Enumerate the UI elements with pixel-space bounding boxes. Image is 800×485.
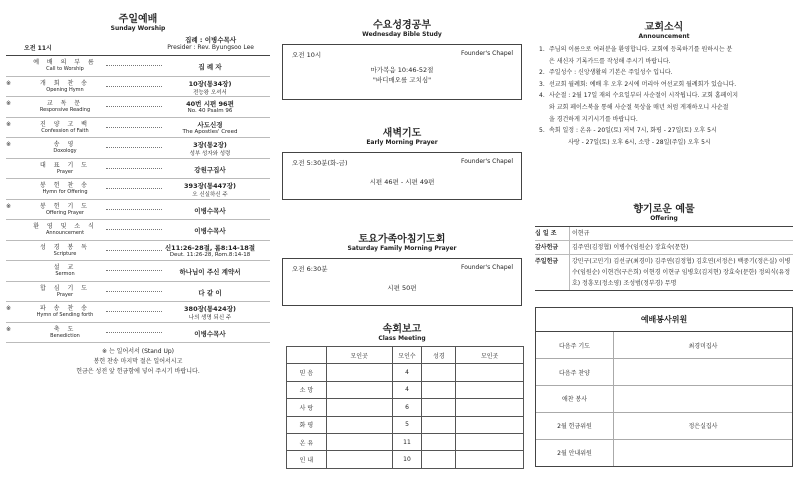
order-item-detail: [158, 99, 262, 114]
order-item-name: 봉 헌 기 도: [40, 202, 90, 210]
dawn-place: Founder's Chapel: [461, 158, 513, 165]
announcement-line: 사순절 : 2월 17일 재의 수요일부터 사순절이 시작됩니다. 교회 홈페이지: [549, 92, 739, 100]
offering-row: [535, 255, 793, 290]
detail-secondary: 오 신실하신 주: [192, 192, 228, 198]
table-cell: [422, 451, 456, 468]
table-cell: [456, 416, 524, 433]
offering-label: 십 일 조: [535, 230, 557, 238]
table-cell: [326, 416, 392, 433]
middle-column: [278, 0, 526, 469]
column-header: [287, 347, 327, 364]
worship-notes: [6, 347, 270, 377]
dotted-leader: [106, 250, 162, 251]
table-cell: [456, 433, 524, 450]
wednesday-place: Founder's Chapel: [461, 50, 513, 57]
item-number: 5.: [539, 127, 545, 135]
wednesday-box: [282, 44, 522, 100]
service-role: 다음주 기도: [559, 342, 590, 350]
class-meeting-subtitle: Class Meeting: [378, 335, 426, 342]
order-item-english: Responsive Reading: [39, 107, 91, 113]
announcement-item: [539, 67, 793, 79]
worship-order-row: [6, 159, 270, 180]
column-header: 모인수: [392, 347, 422, 364]
table-cell: 사 랑: [287, 399, 327, 416]
announcement-list: [535, 44, 793, 148]
worship-order-row: [6, 97, 270, 118]
order-item-english: Hymn of Sending forth: [36, 312, 94, 318]
detail-primary: 393장(통447장): [184, 182, 236, 190]
service-role: 2월 안내위원: [557, 450, 592, 458]
order-item-english: Benediction: [50, 332, 80, 339]
order-item-detail: [158, 120, 262, 135]
service-committee-box: [535, 307, 793, 467]
saturday-reading: 시편 50편: [387, 284, 417, 292]
service-title: 예배봉사위원: [536, 308, 792, 332]
detail-primary: 강원구집사: [194, 165, 226, 174]
worship-time: 오전 11시: [24, 45, 52, 52]
worship-order-row: [6, 282, 270, 303]
order-item-name: 송 영: [53, 141, 77, 148]
wednesday-topic: "바디매오를 고치심": [372, 76, 432, 84]
service-row: [536, 413, 792, 440]
offering-label: 감사헌금: [535, 244, 559, 252]
table-cell: [456, 381, 524, 398]
column-header: 성경: [422, 347, 456, 364]
order-item-english: Call to Worship: [46, 66, 84, 72]
order-item-name: 축 도: [53, 325, 77, 333]
offering-row: [535, 241, 793, 255]
detail-primary: 40번 시편 96편: [186, 100, 234, 108]
dawn-subtitle: Early Morning Prayer: [366, 139, 438, 146]
dotted-leader: [106, 291, 162, 292]
announcement-item: [539, 90, 793, 125]
table-cell: [326, 381, 392, 398]
order-item-detail: [158, 79, 262, 96]
worship-order-row: [6, 302, 270, 323]
saturday-time: 오전 6:30분: [292, 265, 328, 273]
offering-row: [535, 227, 793, 241]
table-cell: 믿 음: [287, 364, 327, 381]
detail-secondary: 나의 생명 되신 주: [188, 315, 232, 321]
stand-mark: ※: [6, 79, 12, 87]
order-item-detail: [158, 267, 262, 276]
table-cell: [422, 364, 456, 381]
dawn-box: [282, 152, 522, 200]
table-row: [287, 364, 524, 381]
sunday-worship-section: [6, 0, 270, 377]
detail-secondary: 성부 성자와 성령: [189, 151, 231, 157]
service-person: 정은실집사: [613, 413, 792, 439]
worship-order-row: [6, 220, 270, 241]
offering-names: 강민구(고민기) 김선규(최경미) 김주연(김정협) 김호연(서정은) 백중기(정은실) 이병수(임원순) 이현건(구은희) 이현경 이현규 임병호(김지현) 장효숙(문한) 정의식(유정호) 정흥모(정소영) 조성범(정부경) 무명: [569, 255, 793, 290]
order-item-detail: [158, 288, 262, 297]
order-item-english: Doxology: [53, 148, 77, 154]
dawn-reading: 시편 46편 - 시편 49편: [369, 178, 435, 186]
announcement-line: 선교회 월례회: 예배 후 오후 2시에 머리아 여선교회 월례회가 있습니다.: [549, 80, 737, 88]
wednesday-time: 오전 10시: [292, 51, 322, 59]
dotted-leader: [106, 209, 162, 210]
table-cell: [456, 364, 524, 381]
service-rows: [536, 332, 792, 466]
service-role: 애찬 봉사: [561, 396, 588, 404]
item-number: 1.: [539, 46, 545, 53]
wednesday-title: 수요성경공부: [373, 20, 431, 31]
order-item-english: Confession of Faith: [41, 127, 89, 134]
offering-title: 향기로운 예물: [633, 204, 695, 216]
detail-primary: 사도신경: [197, 120, 223, 129]
worship-order-row: [6, 261, 270, 282]
announcement-line: 와 교회 페이스북을 통해 사순절 묵상을 매년 처럼 게재하오니 사순절: [549, 103, 729, 111]
table-cell: 5: [392, 416, 422, 433]
service-role: 다음주 찬양: [559, 369, 590, 377]
announcement-subtitle: Announcement: [638, 33, 690, 40]
table-cell: [326, 433, 392, 450]
table-cell: [326, 451, 392, 468]
service-row: [536, 332, 792, 359]
table-cell: [456, 399, 524, 416]
service-row: [536, 386, 792, 413]
detail-primary: 3장(통2장): [193, 141, 227, 149]
service-person: [613, 386, 792, 412]
column-header: 모인곳: [456, 347, 524, 364]
worship-order-row: [6, 179, 270, 200]
service-role: 2월 헌금위원: [557, 423, 592, 431]
table-cell: [422, 399, 456, 416]
table-cell: [326, 364, 392, 381]
saturday-box: [282, 258, 522, 306]
leader-ko: 집례 : 이병수목사: [185, 36, 237, 44]
order-item-name: 설 교: [53, 264, 77, 271]
dotted-leader: [106, 106, 162, 107]
dotted-leader: [106, 168, 162, 169]
table-cell: [422, 381, 456, 398]
table-row: [287, 399, 524, 416]
announcement-line: 주님의 이름으로 여러분을 환영합니다. 교회에 등록하기를 원하시는 분: [549, 46, 733, 53]
table-cell: 11: [392, 433, 422, 450]
stand-note: ※ 는 일어서서 (Stand Up): [102, 348, 174, 355]
dotted-leader: [106, 188, 162, 189]
service-row: [536, 440, 792, 467]
order-item-english: Sermon: [55, 271, 75, 277]
wednesday-subtitle: Wednesday Bible Study: [362, 31, 442, 38]
worship-subtitle: Sunday Worship: [110, 25, 166, 32]
offering-note-1: 봉헌 찬송 마지막 절은 일어서시고: [93, 358, 183, 365]
dotted-leader: [106, 147, 162, 148]
detail-primary: 380장(통424장): [184, 305, 236, 313]
order-item-english: Offering Prayer: [46, 209, 84, 216]
table-cell: [422, 433, 456, 450]
order-item-detail: [158, 206, 262, 215]
announcement-item: [539, 44, 793, 67]
detail-secondary: Deut. 11:26-28, Rom.8:14-18: [169, 251, 251, 258]
dotted-leader: [106, 270, 162, 271]
dotted-leader: [106, 332, 162, 333]
dotted-leader: [106, 229, 162, 230]
item-number: 2.: [539, 69, 545, 77]
order-item-detail: [158, 329, 262, 338]
announcement-item: [539, 79, 793, 91]
order-item-detail: [158, 140, 262, 157]
table-cell: 온 유: [287, 433, 327, 450]
worship-order-row: [6, 323, 270, 344]
order-item-name: 환 영 및 소 식: [33, 223, 97, 230]
announcement-title: 교회소식: [644, 22, 684, 33]
saturday-title: 토요가족아침기도회: [358, 234, 446, 245]
dotted-leader: [106, 86, 162, 87]
saturday-place: Founder's Chapel: [461, 264, 513, 271]
detail-secondary: No. 40 Psalm 96: [187, 108, 233, 114]
order-item-english: Hymn for Offering: [42, 189, 88, 195]
order-item-name: 합 심 기 도: [40, 284, 90, 292]
order-item-name: 예 배 의 부 름: [33, 59, 97, 66]
offering-note-2: 헌금은 성전 앞 헌금함에 넣어 주시기 바랍니다.: [76, 368, 200, 375]
right-column: [535, 0, 793, 467]
worship-order-list: [6, 55, 270, 343]
stand-mark: ※: [6, 202, 12, 210]
offering-subtitle: Offering: [650, 215, 678, 223]
table-cell: 4: [392, 364, 422, 381]
table-row: [287, 381, 524, 398]
order-item-name: 교 독 문: [46, 100, 84, 107]
order-item-english: Opening Hymn: [46, 86, 84, 93]
order-item-detail: [158, 226, 262, 235]
offering-list: [535, 226, 793, 291]
service-person: [613, 440, 792, 467]
order-item-detail: [158, 181, 262, 198]
stand-mark: ※: [6, 305, 12, 312]
detail-secondary: The Apostles' Creed: [182, 128, 238, 135]
saturday-subtitle: Saturday Family Morning Prayer: [347, 245, 457, 252]
worship-order-row: [6, 200, 270, 221]
stand-mark: ※: [6, 100, 12, 107]
worship-order-row: [6, 118, 270, 139]
dotted-leader: [106, 127, 162, 128]
table-cell: [422, 416, 456, 433]
offering-names: 김주연(김정협) 이병수(임원순) 장효숙(문한): [569, 241, 793, 254]
detail-primary: 이병수목사: [194, 227, 226, 235]
detail-primary: 하나님이 주신 계약서: [179, 268, 241, 276]
table-cell: 10: [392, 451, 422, 468]
order-item-detail: [158, 62, 262, 71]
stand-mark: ※: [6, 120, 12, 128]
table-row: [287, 433, 524, 450]
dotted-leader: [106, 65, 162, 66]
table-cell: [326, 399, 392, 416]
order-item-name: 대 표 기 도: [40, 161, 90, 169]
detail-primary: 이병수목사: [194, 206, 226, 215]
order-item-name: 진 양 고 백: [40, 120, 90, 128]
table-cell: 6: [392, 399, 422, 416]
detail-primary: 집 례 자: [198, 63, 222, 71]
leader-en: Presider : Rev. Byungsoo Lee: [167, 44, 254, 51]
dotted-leader: [106, 311, 162, 312]
order-item-detail: [158, 165, 262, 174]
order-item-detail: [158, 304, 262, 321]
wednesday-passage: 마가복음 10:46-52절: [370, 66, 434, 74]
order-item-name: 파 송 찬 송: [40, 305, 90, 312]
worship-order-row: [6, 241, 270, 262]
order-item-name: 개 회 찬 송: [40, 79, 90, 87]
stand-mark: ※: [6, 141, 12, 148]
order-item-name: 봉 헌 찬 송: [40, 182, 90, 189]
detail-primary: 10장(통34장): [188, 79, 232, 88]
table-cell: [456, 451, 524, 468]
announcement-line: 주일성수 : 신앙생활의 기본은 주일성수 입니다.: [549, 69, 673, 77]
order-item-english: Prayer: [56, 168, 74, 175]
worship-title: 주일예배: [118, 14, 158, 25]
offering-label: 주일헌금: [535, 258, 559, 266]
dawn-time: 오전 5:30분(화-금): [292, 159, 348, 167]
table-cell: 4: [392, 381, 422, 398]
table-row: [287, 416, 524, 433]
order-item-english: Announcement: [45, 230, 85, 236]
item-number: 3.: [539, 80, 545, 88]
order-item-name: 성 경 봉 독: [40, 243, 90, 251]
column-header: 모인곳: [326, 347, 392, 364]
class-meeting-table: [286, 346, 524, 469]
detail-primary: 다 같 이: [198, 288, 222, 297]
table-cell: 소 망: [287, 381, 327, 398]
dawn-title: 새벽기도: [382, 128, 422, 139]
offering-names: 이현규: [569, 227, 793, 240]
class-meeting-title: 속회보고: [382, 324, 422, 335]
service-person: [613, 359, 792, 385]
service-person: 최경미집사: [613, 332, 792, 358]
worship-order-row: [6, 77, 270, 98]
detail-primary: 신11:26-28절, 롬8:14-18절: [164, 243, 256, 252]
announcement-line: 은 새신자 기록카드를 작성해 주시기 바랍니다.: [549, 57, 671, 65]
detail-primary: 이병수목사: [194, 329, 226, 338]
table-row: [287, 451, 524, 468]
table-cell: 화 평: [287, 416, 327, 433]
table-cell: 인 내: [287, 451, 327, 468]
worship-leader: [167, 35, 254, 51]
announcement-line: 속회 일정 : 온유 - 20일(토) 저녁 7시, 화평 - 27일(토) 오후 5시: [549, 127, 717, 135]
worship-order-row: [6, 138, 270, 159]
announcement-line: 사랑 - 27일(토) 오후 6시, 소망 - 28일(주일) 오후 5시: [549, 138, 711, 146]
stand-mark: ※: [6, 325, 12, 333]
order-item-english: Scripture: [53, 250, 77, 257]
announcement-line: 을 경건하게 지키시기를 바랍니다.: [549, 115, 638, 123]
announcement-item: [539, 125, 793, 148]
item-number: 4.: [539, 92, 545, 100]
worship-order-row: [6, 56, 270, 77]
order-item-english: Prayer: [56, 291, 74, 298]
detail-secondary: 전능왕 오셔서: [193, 89, 227, 96]
order-item-detail: [158, 243, 262, 258]
service-row: [536, 359, 792, 386]
